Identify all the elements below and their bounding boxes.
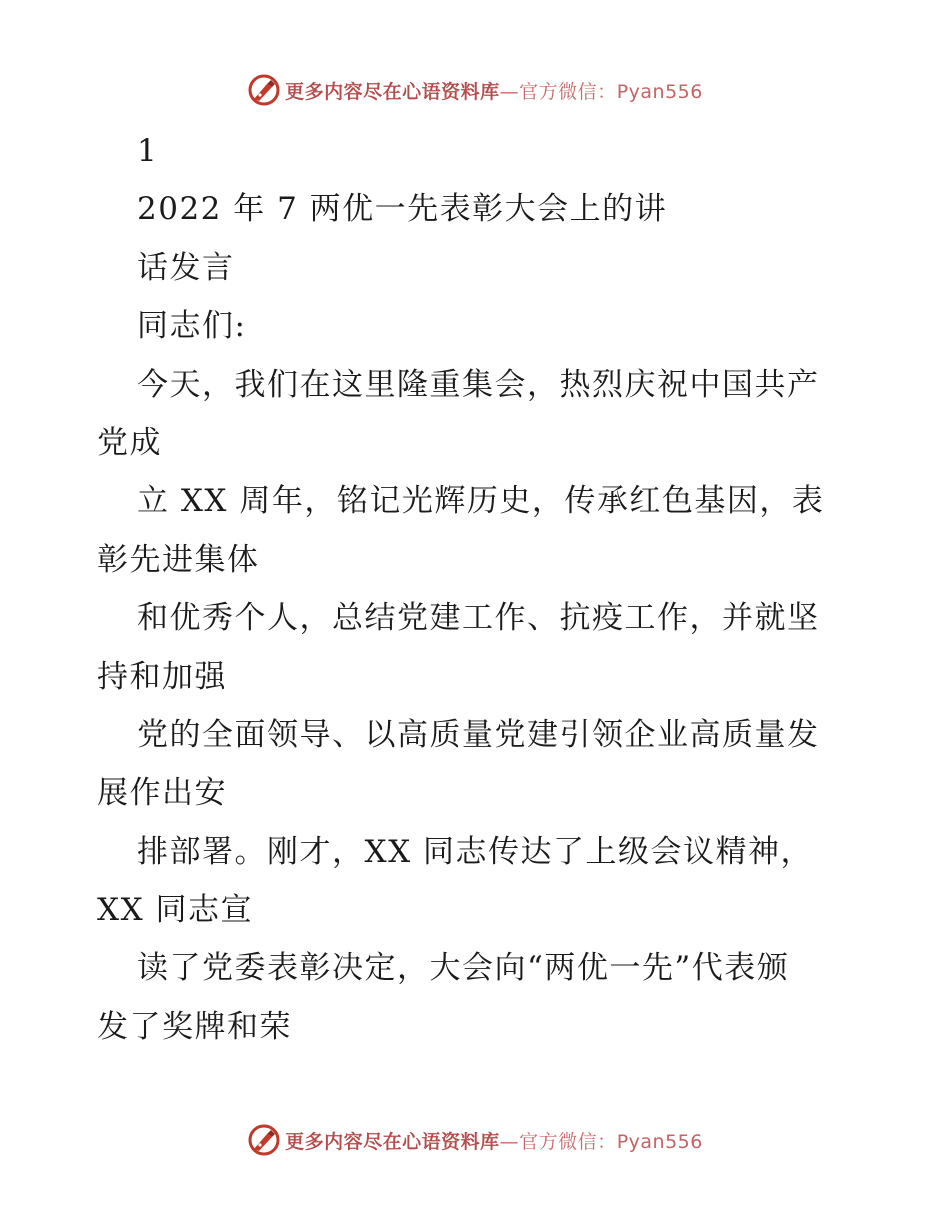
paragraph-line: 立 XX 周年，铭记光辉历史，传承红色基因，表 [137,483,825,520]
pen-logo-icon [247,1123,281,1157]
watermark-wechat-id: Pyan556 [616,80,703,103]
footer-watermark [0,1120,950,1160]
watermark-rest: —官方微信： [499,80,617,103]
paragraph-line: 发了奖牌和荣 [97,1008,292,1045]
paragraph-line: 读了党委表彰决定，大会向“两优一先”代表颁 [137,950,790,987]
watermark-highlight: 更多内容尽在心语资料库 [285,1130,500,1153]
paragraph-line: 彰先进集体 [97,541,260,578]
title-line-1: 2022 年 7 两优一先表彰大会上的讲 [137,191,668,228]
salutation: 同志们: [137,308,247,345]
document-body [97,122,857,1056]
watermark-rest: —官方微信： [499,1130,617,1153]
paragraph-line: 今天，我们在这里隆重集会，热烈庆祝中国共产 [137,366,820,403]
paragraph-line: 和优秀个人，总结党建工作、抗疫工作，并就坚 [137,600,820,637]
watermark-text [285,77,703,104]
watermark-highlight: 更多内容尽在心语资料库 [285,80,500,103]
watermark-wechat-id: Pyan556 [616,1130,703,1153]
paragraph-line: 党的全面领导、以高质量党建引领企业高质量发 [137,716,820,753]
paragraph-line: 排部署。刚才，XX 同志传达了上级会议精神， [137,833,813,870]
page-number: 1 [137,133,159,169]
watermark-text [285,1127,703,1154]
pen-logo-icon [247,73,281,107]
title-line-2: 话发言 [137,249,235,286]
paragraph-line: 展作出安 [97,775,227,812]
paragraph-line: XX 同志宣 [97,892,253,929]
header-watermark [0,70,950,110]
paragraph-line: 持和加强 [97,658,227,695]
paragraph-line: 党成 [97,424,162,461]
